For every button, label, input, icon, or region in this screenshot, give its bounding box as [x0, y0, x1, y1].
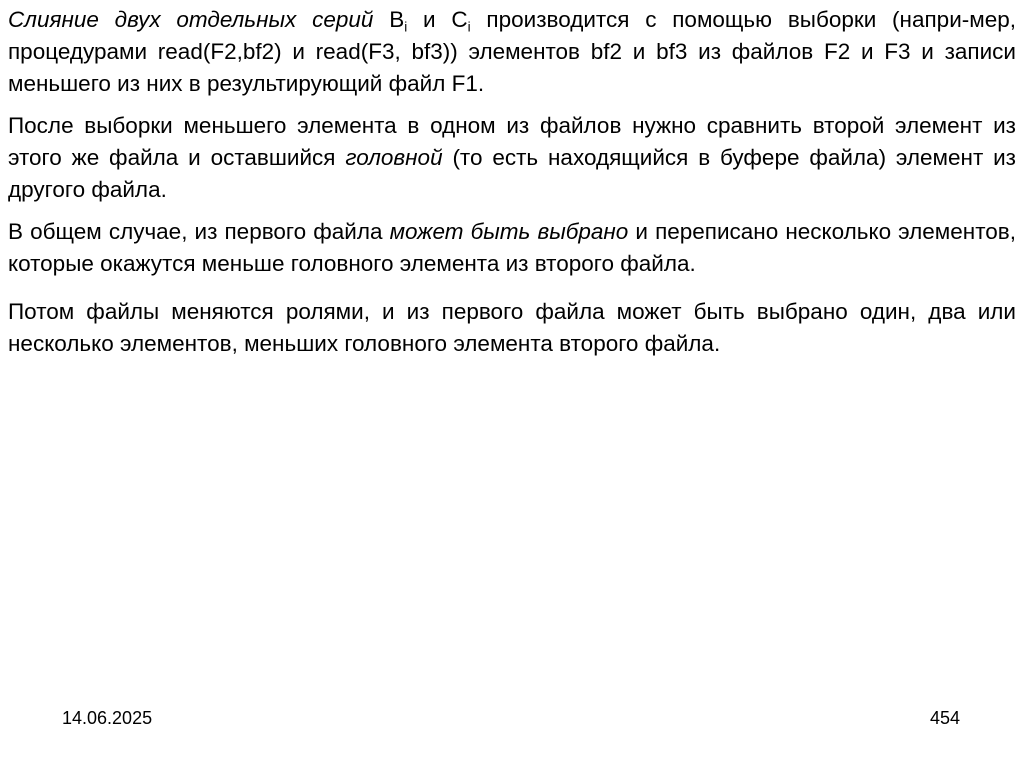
text-span: производится с помощью выборки (напри-мер, процедурами read(F2,bf2) и read(F3, bf3)) элементов bf2 и bf3 из файлов F2 и F3 и записи меньшего из них в результирующий файл F1. [8, 7, 1016, 96]
paragraph-merge-series [8, 4, 1016, 100]
text-span: После выборки меньшего элемента в одном из файлов нужно сравнить второй элемент из этого же файла и оставшийся [8, 113, 1016, 170]
text-span: B [373, 7, 405, 32]
text-span: и переписано несколько элементов, которые окажутся меньше головного элемента из второго файла. [8, 219, 1016, 276]
emphasis-head: головной [345, 145, 443, 170]
text-span: (то есть находящийся в буфере файла) элемент из другого файла. [8, 145, 1017, 202]
subscript-i: i [404, 19, 408, 35]
text-span: Потом файлы меняются ролями, и из первого файла может быть выбрано один, два или несколько элементов, меньших головного элемента второго файла. [8, 299, 1016, 356]
emphasis-merge-series: Слияние двух отдельных серий [8, 7, 374, 32]
paragraph-general-case [8, 216, 1016, 280]
text-span: и C [407, 7, 468, 32]
subscript-i: i [467, 19, 471, 35]
slide-body [8, 4, 1016, 360]
text-span: В общем случае, из первого файла [8, 219, 390, 244]
paragraph-swap-roles [8, 296, 1016, 360]
footer-date: 14.06.2025 [62, 708, 153, 728]
paragraph-after-selection [8, 110, 1016, 206]
emphasis-may-be-selected: может быть выбрано [389, 219, 629, 244]
footer-page-number: 454 [930, 708, 961, 728]
